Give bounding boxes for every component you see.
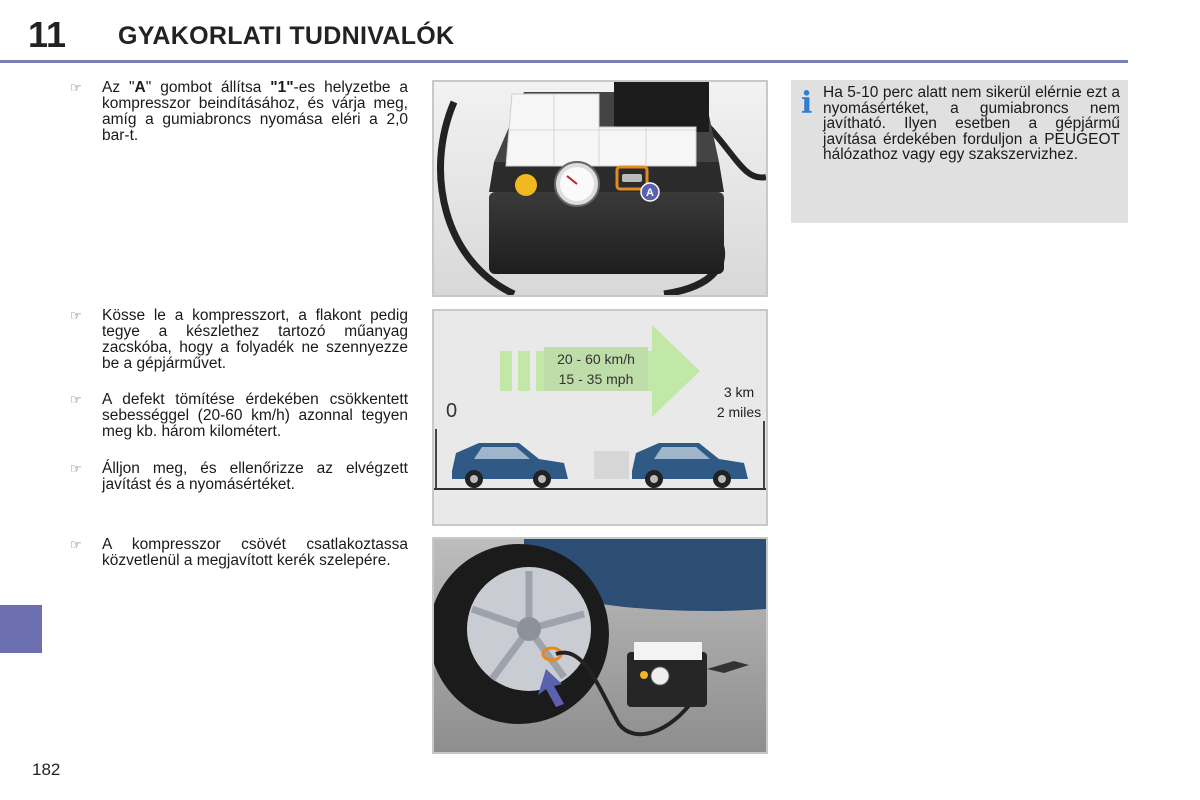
instruction-bullet-3: [70, 392, 408, 440]
instruction-bullet-4: [70, 461, 408, 493]
speed-kmh-label: 20 - 60 km/h: [557, 351, 635, 367]
yellow-light-icon: [515, 174, 537, 196]
chapter-title: GYAKORLATI TUDNIVALÓK: [118, 22, 455, 50]
compressor-drawing: [434, 82, 766, 295]
instruction-bullet-5: [70, 537, 408, 569]
compressor-illustration: [432, 80, 768, 297]
bullet-text: Az "A" gombot állítsa "1"-es helyzetbe a kompresszor beindításához, és várja meg, amíg a gumiabroncs nyomása eléri a 2,0 bar-t.: [102, 79, 408, 144]
hose-connection-drawing: [434, 539, 766, 752]
header-rule: [0, 60, 1128, 63]
speed-distance-drawing: [434, 311, 766, 524]
bullet-text: A defekt tömítése érdekében csökkentett sebességgel (20-60 km/h) azonnal tegyen meg kb. három kilométert.: [102, 391, 408, 440]
info-text: Ha 5-10 perc alatt nem sikerül elérnie ezt a nyomásértéket, a gumiabroncs nem javítható. Ilyen esetben a gépjármű javítása érdekében forduljon a PEUGEOT hálózathoz vagy egy szakszervizhez.: [823, 84, 1120, 163]
pointing-hand-icon: ☞: [70, 80, 82, 95]
instruction-bullet-1: [70, 80, 408, 144]
pointing-hand-icon: ☞: [70, 537, 82, 552]
pointing-hand-icon: ☞: [70, 392, 82, 407]
distance-km-label: 3 km: [723, 384, 755, 400]
bullet-text: Kösse le a kompresszort, a flakont pedig tegye a készlethez tartozó műanyag zacskóba, hogy a folyadék ne szennyezze be a gépjárművet.: [102, 307, 408, 372]
pointing-hand-icon: ☞: [70, 461, 82, 476]
start-label: 0: [446, 400, 458, 422]
speed-distance-illustration: [432, 309, 768, 526]
chapter-side-tab: [0, 605, 42, 653]
bullet-text: Álljon meg, és ellenőrizze az elvégzett javítást és a nyomásértéket.: [102, 460, 408, 493]
bullet-text: A kompresszor csövét csatlakoztassa közvetlenül a megjavított kerék szelepére.: [102, 536, 408, 569]
chapter-number: 11: [28, 14, 67, 55]
hose-connection-illustration: [432, 537, 768, 754]
speed-mph-label: 15 - 35 mph: [558, 371, 634, 387]
distance-miles-label: 2 miles: [716, 404, 762, 420]
button-a-label: A: [646, 187, 654, 199]
info-box: [791, 80, 1128, 223]
pointing-hand-icon: ☞: [70, 308, 82, 323]
page-number: 182: [32, 760, 61, 779]
instruction-bullet-2: [70, 308, 408, 372]
info-icon: i: [801, 86, 813, 121]
